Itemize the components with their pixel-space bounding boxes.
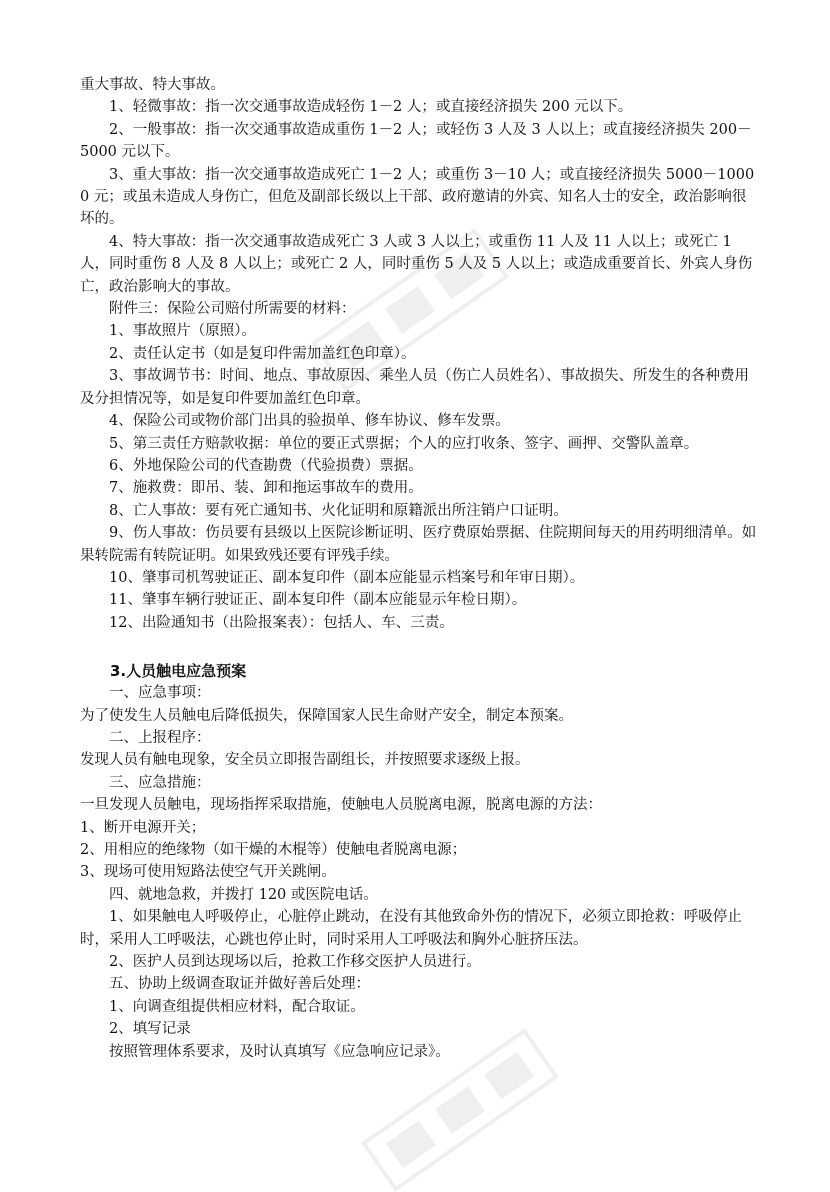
- text-line: 2、医护人员到达现场以后，抢救工作移交医护人员进行。: [109, 954, 481, 971]
- text-line: 4、保险公司或物价部门出具的验损单、修车协议、修车发票。: [109, 413, 510, 430]
- text-line: 6、外地保险公司的代查勘费（代验损费）票据。: [109, 457, 423, 474]
- text-line: 9、伤人事故：伤员要有县级以上医院诊断证明、医疗费原始票据、住院期间每天的用药明细清单。如果转院需有转院证明。如果致残还要有评残手续。: [80, 525, 757, 564]
- text-line: 3、重大事故：指一次交通事故造成死亡 1－2 人；或重伤 3－10 人；或直接经济损失 5000－10000 元；或虽未造成人身伤亡，但危及副部长级以上干部、政府邀请的外宾、知名人士的安全，政治影响很坏的。: [80, 166, 755, 228]
- section-title: 3.人员触电应急预案: [110, 662, 247, 681]
- text-line: 发现人员有触电现象，安全员立即报告副组长，并按照要求逐级上报。: [80, 752, 530, 769]
- text-line: 按照管理体系要求，及时认真填写《应急响应记录》。: [109, 1043, 450, 1060]
- text-line: 8、亡人事故：要有死亡通知书、火化证明和原籍派出所注销户口证明。: [109, 502, 568, 519]
- text-line: 2、责任认定书（如是复印件需加盖红色印章）。: [109, 345, 416, 362]
- text-line: 附件三：保险公司赔付所需要的材料：: [109, 301, 356, 318]
- text-line: 重大事故、特大事故。: [80, 77, 225, 93]
- text-line: 二、上报程序：: [109, 729, 211, 746]
- text-line: 4、特大事故：指一次交通事故造成死亡 3 人或 3 人以上；或重伤 11 人及 11 人以上；或死亡 1 人，同时重伤 8 人及 8 人以上；或死亡 2 人，同时重伤 5 人及 5 人以上；或造成重要首长、外宾人身伤亡，政治影响大的事故。: [80, 233, 753, 295]
- text-line: 五、协助上级调查取证并做好善后处理：: [109, 976, 370, 993]
- text-line: 11、肇事车辆行驶证正、副本复印件（副本应能显示年检日期）。: [109, 592, 527, 609]
- text-line: 3、现场可使用短路法使空气开关跳闸。: [80, 864, 336, 881]
- text-line: 2、填写记录: [109, 1021, 191, 1038]
- text-line: 2、用相应的绝缘物（如干燥的木棍等）使触电者脱离电源；: [80, 842, 467, 858]
- text-line: 为了使发生人员触电后降低损失，保障国家人民生命财产安全，制定本预案。: [80, 707, 573, 724]
- text-line: 一、应急事项：: [109, 685, 211, 702]
- text-line: 7、施救费：即吊、装、卸和拖运事故车的费用。: [109, 480, 423, 497]
- text-line: 1、事故照片（原照）。: [109, 323, 256, 340]
- text-line: 1、如果触电人呼吸停止，心脏停止跳动，在没有其他致命外伤的情况下，必须立即抢救：呼吸停止时，采用人工呼吸法，心跳也停止时，同时采用人工呼吸法和胸外心脏挤压法。: [80, 909, 742, 948]
- text-line: 1、轻微事故：指一次交通事故造成轻伤 1－2 人；或直接经济损失 200 元以下。: [109, 99, 633, 116]
- text-line: 3、事故调节书：时间、地点、事故原因、乘坐人员（伤亡人员姓名）、事故损失、所发生的各种费用及分担情况等，如是复印件要加盖红色印章。: [80, 368, 749, 407]
- text-line: 10、肇事司机驾驶证正、副本复印件（副本应能显示档案号和年审日期）。: [109, 569, 585, 586]
- text-line: 1、向调查组提供相应材料，配合取证。: [109, 998, 365, 1015]
- text-line: 三、应急措施：: [109, 774, 211, 791]
- text-line: 1、断开电源开关；: [80, 819, 206, 836]
- text-line: 一旦发现人员触电，现场指挥采取措施，使触电人员脱离电源，脱离电源的方法：: [80, 797, 602, 814]
- text-line: 5、第三责任方赔款收据：单位的要正式票据；个人的应打收条、签字、画押、交警队盖章。: [109, 435, 699, 452]
- text-line: 2、一般事故：指一次交通事故造成重伤 1－2 人；或轻伤 3 人及 3 人以上；或直接经济损失 200－5000 元以下。: [80, 121, 752, 161]
- text-line: 12、出险通知书（出险报案表）：包括人、车、三责。: [109, 614, 454, 631]
- text-line: 四、就地急救，并拨打 120 或医院电话。: [109, 886, 378, 903]
- document-body: [80, 74, 760, 1063]
